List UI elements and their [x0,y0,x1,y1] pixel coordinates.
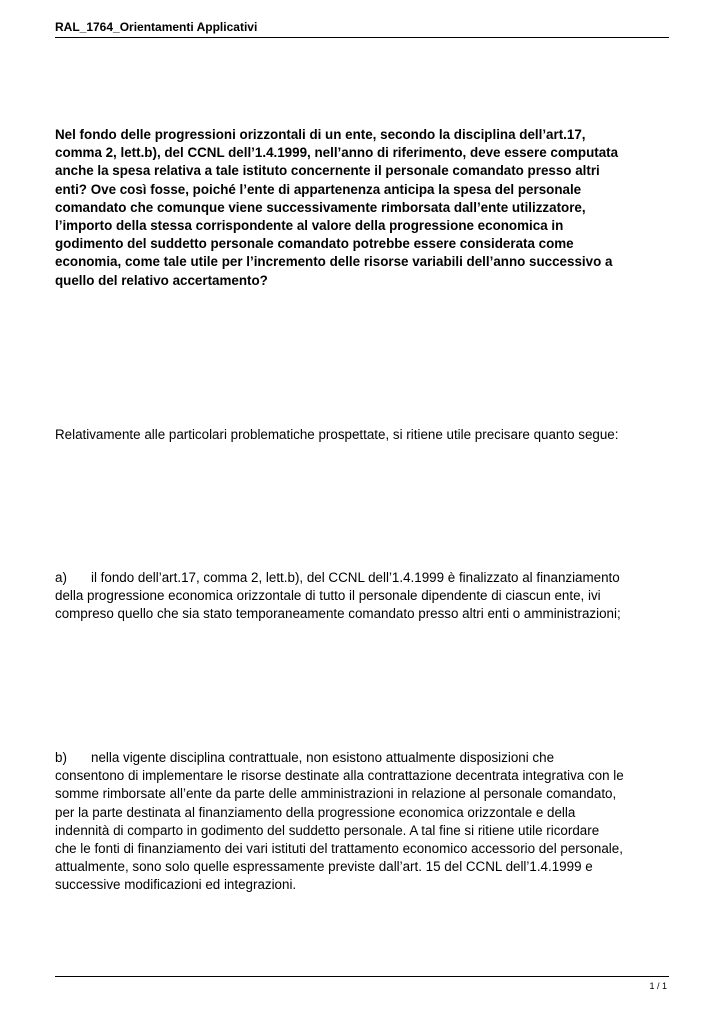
paragraph-b-line [55,749,675,767]
paragraph-b-line: somme rimborsate all’ente da parte delle amministrazioni in relazione al personale comandato, [55,786,617,802]
question-line: quello del relativo accertamento? [55,272,268,288]
question-line: Nel fondo delle progressioni orizzontali di un ente, secondo la disciplina dell’art.17, [55,127,586,142]
question-line: anche la spesa relativa a tale istituto concernente il personale comandato presso altri [55,163,600,179]
paragraph-b-marker: b) [55,750,67,765]
paragraph-a-line: compreso quello che sia stato temporaneamente comandato presso altri enti o amministrazioni; [55,606,621,622]
question-line: enti? Ove così fosse, poiché l’ente di appartenenza anticipa la spesa del personale [55,181,582,197]
paragraph-b-line: attualmente, sono solo quelle espressamente previste dall’art. 15 del CCNL dell’1.4.1999 e [55,859,593,875]
paragraph-b-text: nella vigente disciplina contrattuale, non esistono attualmente disposizioni che [91,750,555,765]
question-line: comma 2, lett.b), del CCNL dell’1.4.1999, nell’anno di riferimento, deve essere computata [55,145,619,161]
question-line: l’importo della stessa corrispondente al valore della progressione economica in [55,218,564,234]
paragraph-b-line: successive modificazioni ed integrazioni. [55,877,297,893]
question-block [55,126,675,290]
paragraph-a-line [55,569,675,587]
question-line: comandato che comunque viene successivamente rimborsata dall’ente utilizzatore, [55,199,586,215]
document-title: RAL_1764_Orientamenti Applicativi [55,20,258,34]
intro-paragraph: Relativamente alle particolari problematiche prospettate, si ritiene utile precisare quanto segue: [55,427,619,442]
paragraph-b-line: per la parte destinata al finanziamento della progressione economica orizzontale e della [55,804,576,820]
paragraph-a-text: il fondo dell’art.17, comma 2, lett.b), del CCNL dell’1.4.1999 è finalizzato al finanziamento [91,570,620,585]
paragraph-a-line: della progressione economica orizzontale di tutto il personale dipendente di ciascun ente, ivi [55,588,601,604]
paragraph-a [55,569,675,624]
question-line: godimento del suddetto personale comandato potrebbe essere considerata come [55,236,574,252]
paragraph-b [55,749,675,895]
paragraph-b-line: consentono di implementare le risorse destinate alla contrattazione decentrata integrativa con le [55,768,624,784]
page-number: 1 / 1 [649,981,667,991]
question-line: economia, come tale utile per l’incremento delle risorse variabili dell’anno successivo a [55,254,613,270]
paragraph-b-line: che le fonti di finanziamento dei vari istituti del trattamento economico accessorio del personale, [55,841,623,857]
page-footer [55,976,669,991]
paragraph-a-marker: a) [55,570,67,585]
paragraph-b-line: indennità di comparto in godimento del suddetto personale. A tal fine si ritiene utile ricordare [55,822,600,838]
page-header [55,20,669,38]
